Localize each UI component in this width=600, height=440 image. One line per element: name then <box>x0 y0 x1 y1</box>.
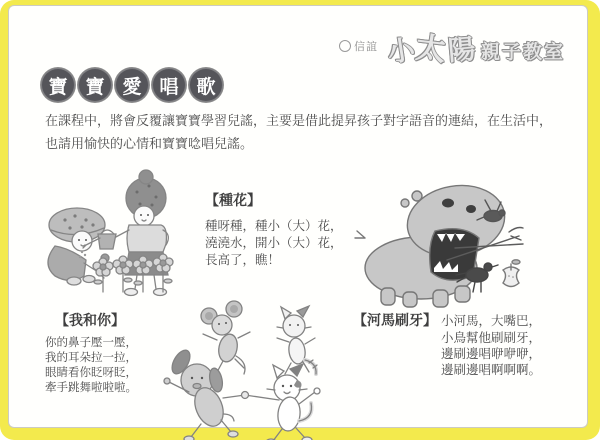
intro-paragraph <box>45 110 579 156</box>
intro-line: 在課程中，將會反覆讓寶寶學習兒謠，主要是借此提昇孩子對字語音的連結，在生活中， <box>45 114 553 129</box>
page-title <box>41 68 223 102</box>
lyric-line: 長高了，瞧！ <box>205 252 281 267</box>
song-section-planting-flowers <box>205 190 343 268</box>
page <box>8 5 588 428</box>
brand-logo <box>339 24 565 68</box>
title-char-badge: 愛 <box>115 68 149 102</box>
title-char-badge: 寶 <box>41 68 75 102</box>
publisher-name: 信誼 <box>353 40 378 53</box>
song-section-hippo-brushing <box>353 310 541 378</box>
song-title: 【河馬刷牙】 <box>353 313 437 329</box>
title-char-badge: 唱 <box>152 68 186 102</box>
brand-char: 太 <box>413 30 448 69</box>
song-title-row <box>353 310 541 330</box>
lyric-line: 牽手跳舞啦啦啦。 <box>45 380 137 394</box>
lyric-line: 我的耳朵拉一拉， <box>45 350 137 364</box>
brand-char: 陽 <box>447 33 477 67</box>
lyric-line: 你的鼻子壓一壓， <box>45 335 137 349</box>
lyric-block <box>441 330 541 378</box>
publisher-mark-icon <box>339 40 351 52</box>
lyric-line: 邊刷邊唱咿咿咿， <box>441 346 542 361</box>
dancing-animals-illustration <box>139 294 351 440</box>
hippo-brushing-teeth-illustration <box>351 176 556 308</box>
song-section-me-and-you <box>45 310 137 395</box>
lyric-line: 小河馬，大嘴巴， <box>441 313 542 328</box>
intro-line: 也請用愉快的心情和寶寶唸唱兒謠。 <box>45 137 254 152</box>
planting-children-illustration <box>25 164 197 306</box>
lyric-line: 種呀種，種小（大）花， <box>205 218 343 233</box>
brand-char: 小 <box>385 33 418 69</box>
lyric-line: 邊刷邊唱啊啊啊。 <box>441 362 542 377</box>
song-title: 【種花】 <box>205 193 261 209</box>
title-char-badge: 寶 <box>78 68 112 102</box>
lyric-line: 澆澆水，開小（大）花， <box>205 235 343 250</box>
lyric-line: 眼睛看你眨呀眨， <box>45 365 137 379</box>
title-char-badge: 歌 <box>189 68 223 102</box>
lyric-line: 小鳥幫他刷刷牙， <box>441 330 542 345</box>
brand-suffix: 親子教室 <box>480 40 565 63</box>
song-title: 【我和你】 <box>55 313 125 329</box>
